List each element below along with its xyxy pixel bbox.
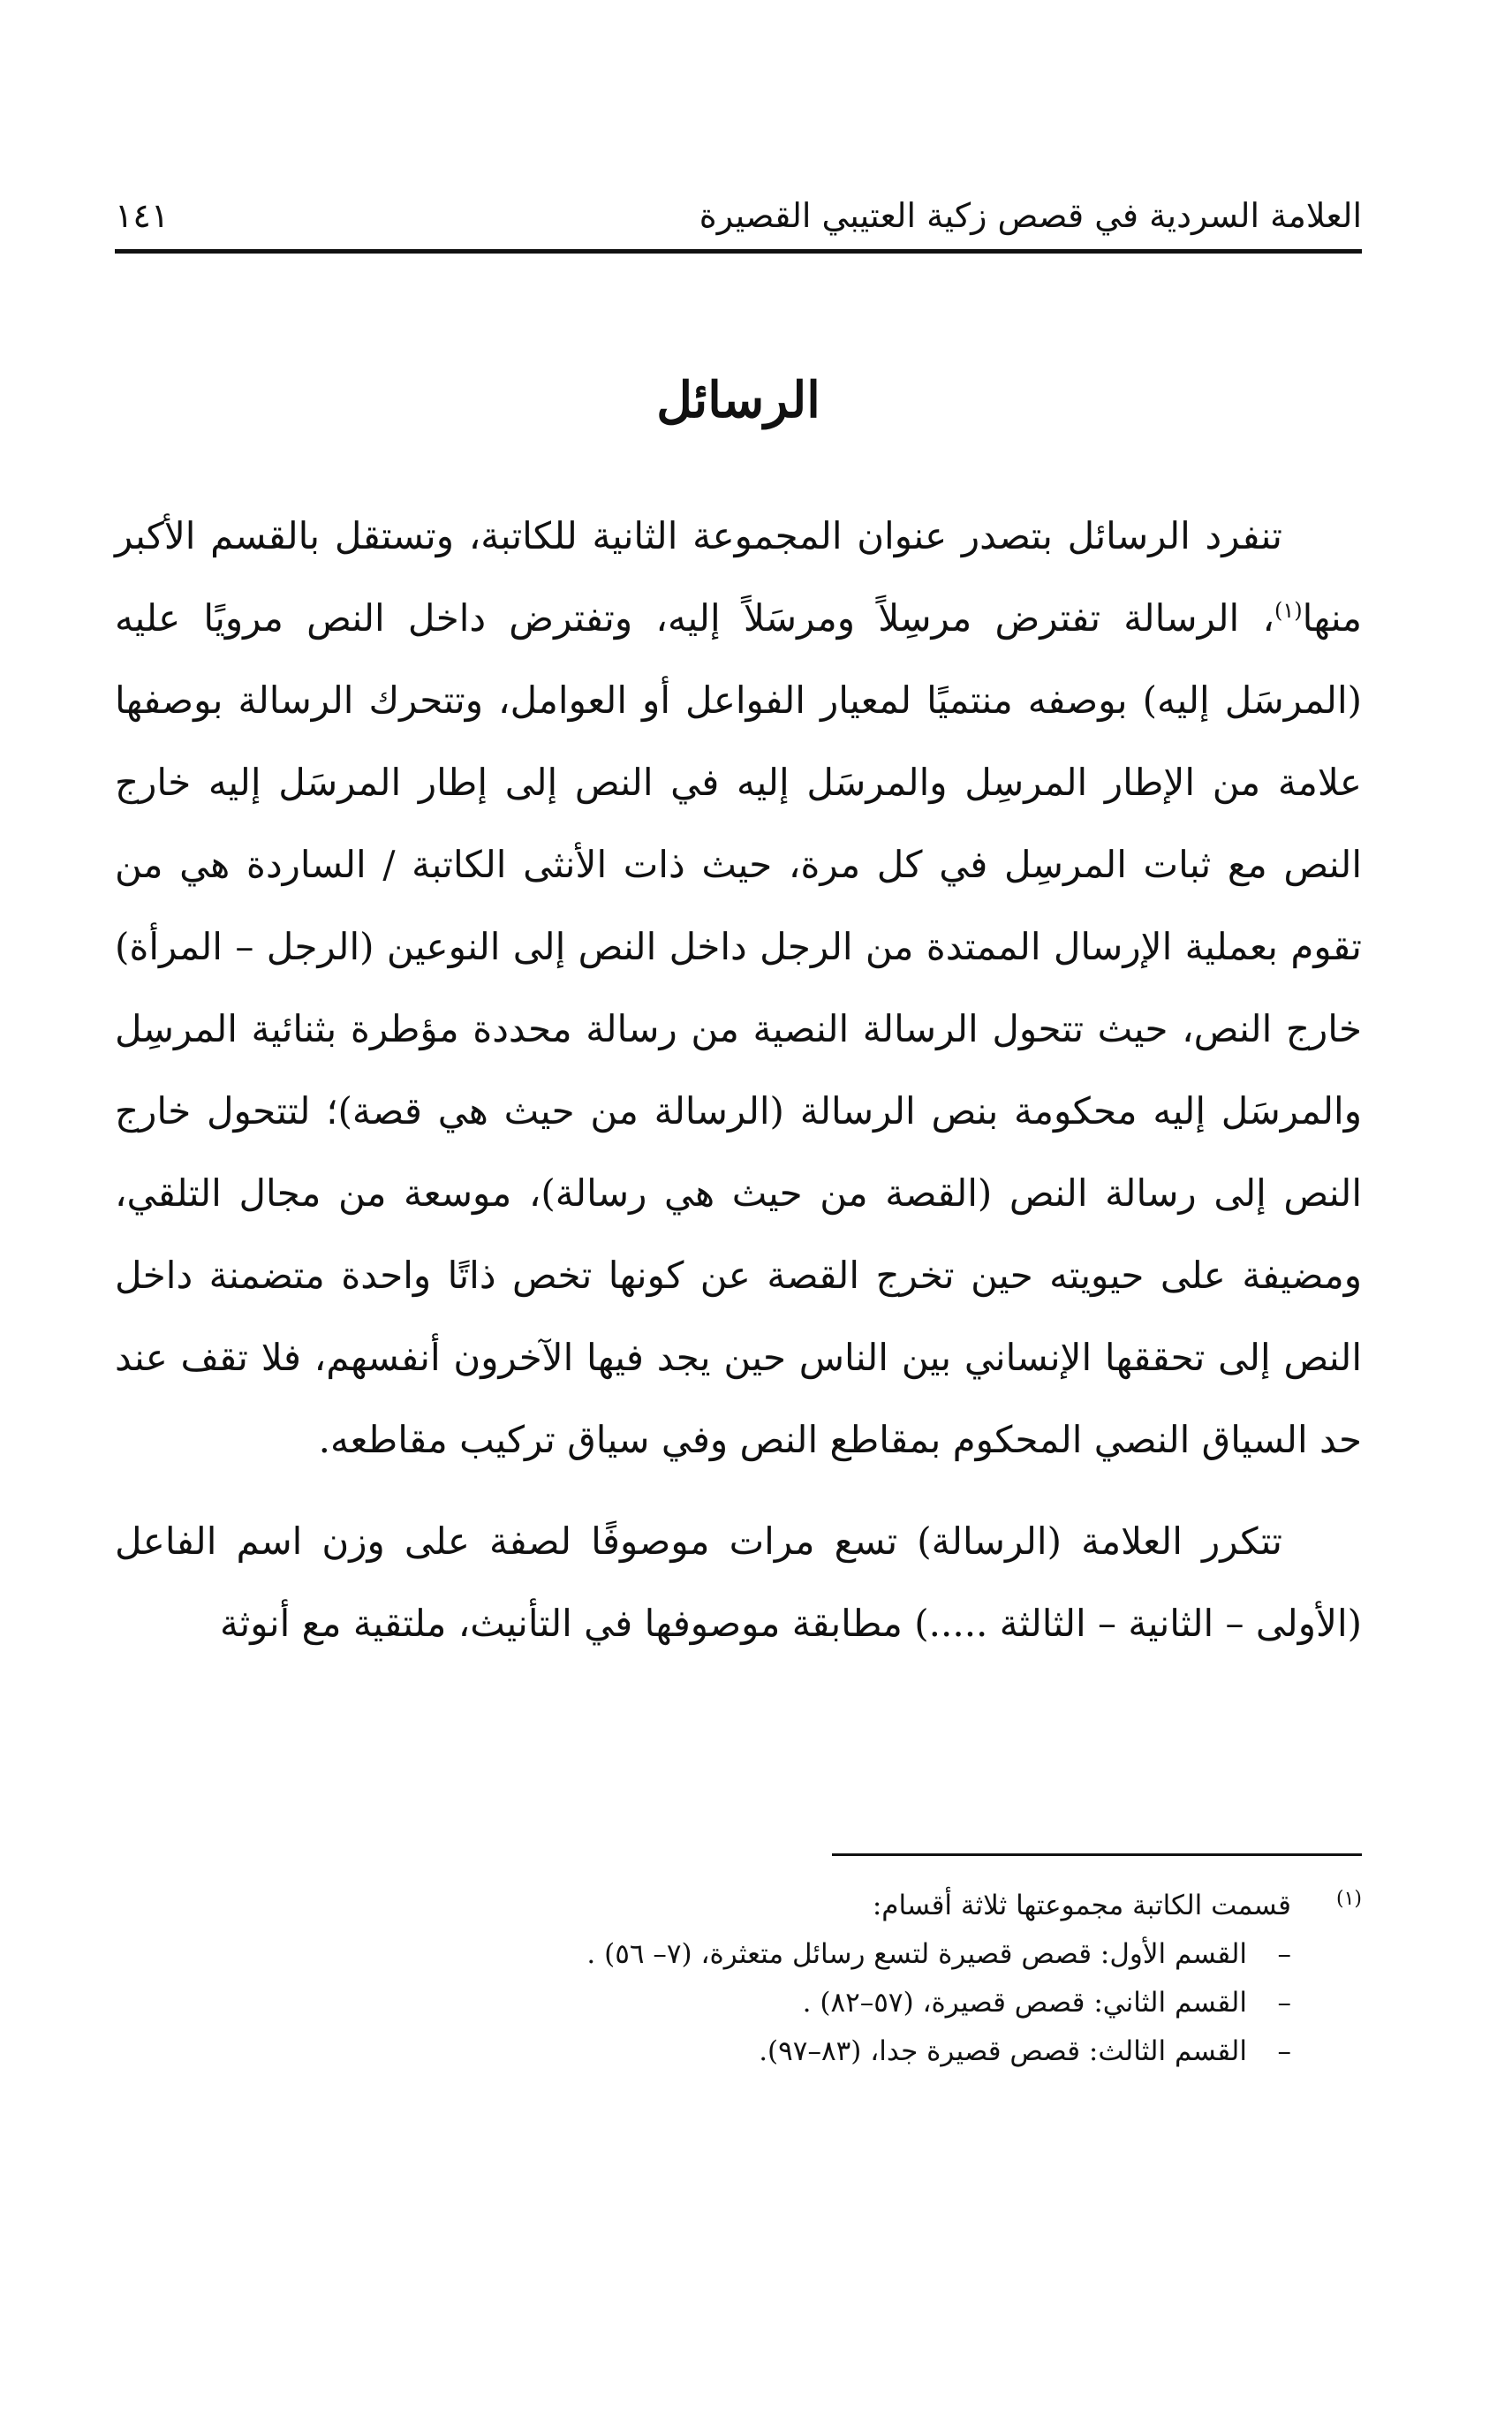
footnote-1: [115, 1882, 1362, 2076]
footnote-intro: قسمت الكاتبة مجموعتها ثلاثة أقسام:: [872, 1890, 1291, 1921]
body-text: [115, 495, 1362, 1664]
paragraph-1: [115, 495, 1362, 1481]
running-title: العلامة السردية في قصص زكية العتيبي القصيرة: [699, 196, 1362, 236]
footnote-item-text: القسم الثالث: قصص قصيرة جدا، (٨٣–٩٧).: [759, 2035, 1247, 2067]
dash-bullet: –: [1277, 1987, 1291, 2019]
footnote-list-item: [115, 2027, 1291, 2076]
footnote-list-item: [115, 1930, 1291, 1979]
footnote-item-text: القسم الأول: قصص قصيرة لتسع رسائل متعثرة، (٧– ٥٦) .: [586, 1938, 1247, 1970]
footnotes: [115, 1882, 1362, 2076]
paragraph-1-part-2: ، الرسالة تفترض مرسِلاً ومرسَلاً إليه، وتفترض داخل النص مرويًا عليه (المرسَل إليه) بوصفه منتميًا لمعيار الفواعل أو العوامل، وتتحرك الرسالة بوصفها علامة من الإطار المرسِل والمرسَل إليه في النص إلى إطار المرسَل إليه خارج النص مع ثبات المرسِل في كل مرة، حيث ذات الأنثى الكاتبة / الساردة هي من تقوم بعملية الإرسال الممتدة من الرجل داخل النص إلى النوعين (الرجل – المرأة) خارج النص، حيث تتحول الرسالة النصية من رسالة محددة مؤطرة بثنائية المرسِل والمرسَل إليه محكومة بنص الرسالة (الرسالة من حيث هي قصة)؛ لتتحول خارج النص إلى رسالة النص (القصة من حيث هي رسالة)، موسعة من مجال التلقي، ومضيفة على حيويته حين تخرج القصة عن كونها تخص ذاتًا واحدة متضمنة داخل النص إلى تحققها الإنساني بين الناس حين يجد فيها الآخرون أنفسهم، فلا تقف عند حد السياق النصي المحكوم بمقاطع النص وفي سياق تركيب مقاطعه.: [115, 596, 1362, 1461]
footnote-reference[interactable]: (١): [1274, 598, 1303, 623]
footnote-rule: [832, 1853, 1362, 1856]
header-rule: [115, 249, 1362, 254]
running-header: [115, 175, 1362, 237]
footnote-number: (١): [1335, 1888, 1362, 1910]
page-number: ١٤١: [115, 196, 170, 236]
footnote-list: [115, 1930, 1291, 2076]
footnote-list-item: [115, 1979, 1291, 2027]
footnote-item-text: القسم الثاني: قصص قصيرة، (٥٧–٨٢) .: [802, 1987, 1247, 2019]
paragraph-1-part-1: تنفرد الرسائل بتصدر عنوان المجموعة الثانية للكاتبة، وتستقل بالقسم الأكبر منها: [115, 514, 1362, 640]
chapter-title: الرسائل: [656, 371, 820, 429]
paragraph-2: تتكرر العلامة (الرسالة) تسع مرات موصوفًا لصفة على وزن اسم الفاعل (الأولى – الثانية – الثالثة .....) مطابقة موصوفها في التأنيث، ملتقية مع أنوثة: [115, 1519, 1362, 1645]
dash-bullet: –: [1277, 1938, 1291, 1970]
dash-bullet: –: [1277, 2035, 1291, 2067]
footnote-body: [115, 1882, 1291, 2076]
